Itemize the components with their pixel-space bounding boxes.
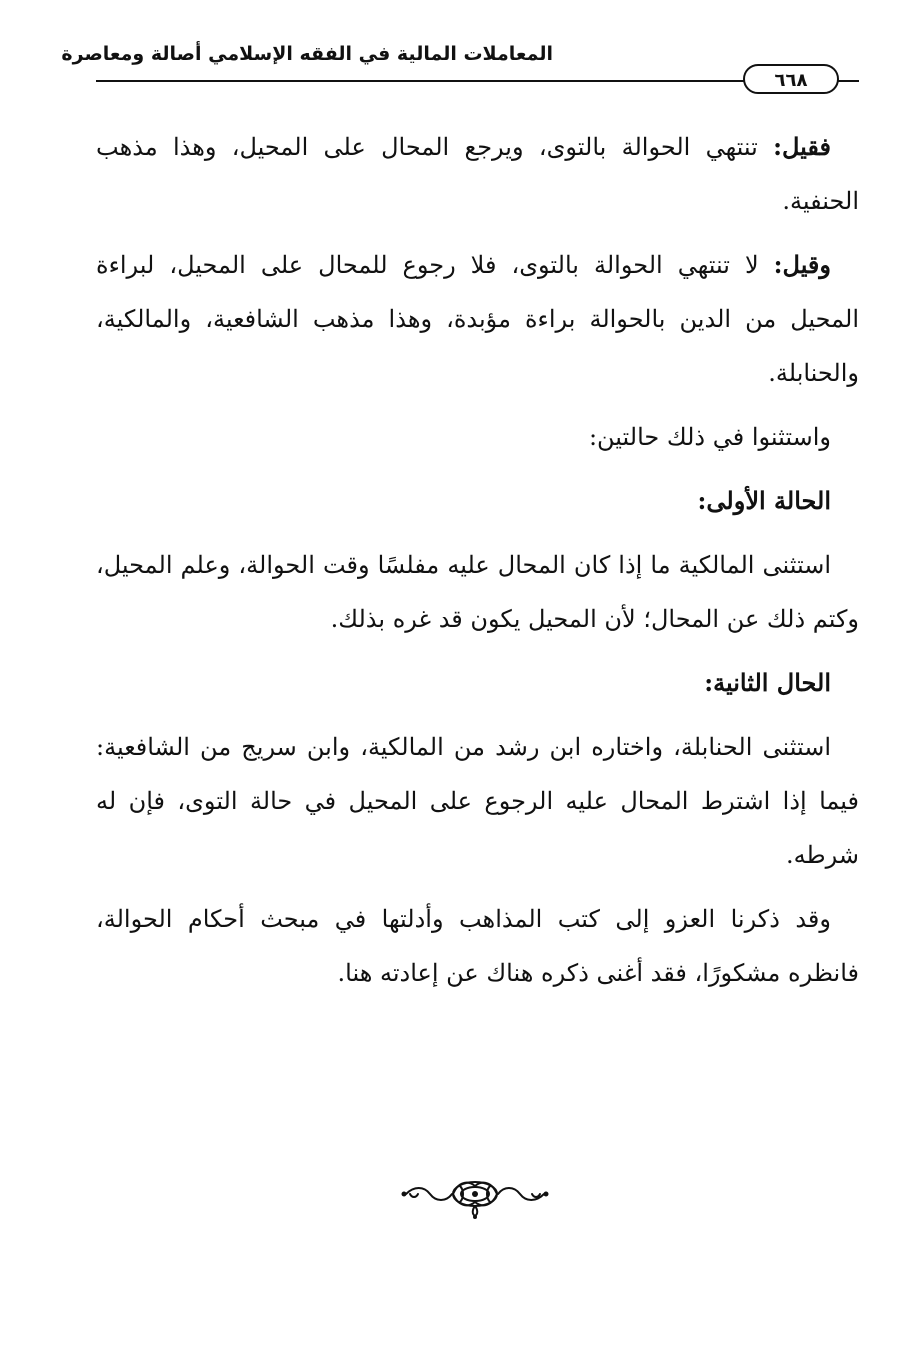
running-title: المعاملات المالية في الفقه الإسلامي أصالة ومعاصرة	[61, 43, 553, 65]
body-text	[96, 120, 859, 1010]
paragraph-3	[96, 410, 859, 464]
page-number: ٦٦٨	[743, 64, 839, 94]
paragraph-text: لا تنتهي الحوالة بالتوى، فلا رجوع للمحال على المحيل، لبراءة المحيل من الدين بالحوالة براءة مؤبدة، وهذا مذهب الشافعية، والمالكية، والحنابلة.	[96, 251, 859, 387]
paragraph-text: استثنى المالكية ما إذا كان المحال عليه مفلسًا وقت الحوالة، وعلم المحيل، وكتم ذلك عن المحال؛ لأن المحيل يكون قد غره بذلك.	[96, 551, 859, 633]
paragraph-text: تنتهي الحوالة بالتوى، ويرجع المحال على المحيل، وهذا مذهب الحنفية.	[96, 133, 859, 215]
paragraph-2	[96, 238, 859, 400]
paragraph-8	[96, 892, 859, 1000]
paragraph-lead: فقيل:	[773, 132, 831, 161]
paragraph-5	[96, 538, 859, 646]
section-heading-first-case: الحالة الأولى:	[697, 486, 831, 515]
paragraph-lead: وقيل:	[773, 250, 831, 279]
decorative-scroll-ornament-icon	[400, 1172, 550, 1220]
paragraph-text: استثنى الحنابلة، واختاره ابن رشد من المالكية، وابن سريج من الشافعية: فيما إذا اشترط المحال عليه الرجوع على المحيل في حالة التوى، فإن له شرطه.	[96, 733, 859, 869]
paragraph-7	[96, 720, 859, 882]
section-heading-second-case: الحال الثانية:	[704, 668, 831, 697]
paragraph-text: واستثنوا في ذلك حالتين:	[588, 423, 831, 451]
paragraph-1	[96, 120, 859, 228]
paragraph-text: وقد ذكرنا العزو إلى كتب المذاهب وأدلتها في مبحث أحكام الحوالة، فانظره مشكورًا، فقد أغنى ذكره هناك عن إعادته هنا.	[96, 905, 859, 987]
